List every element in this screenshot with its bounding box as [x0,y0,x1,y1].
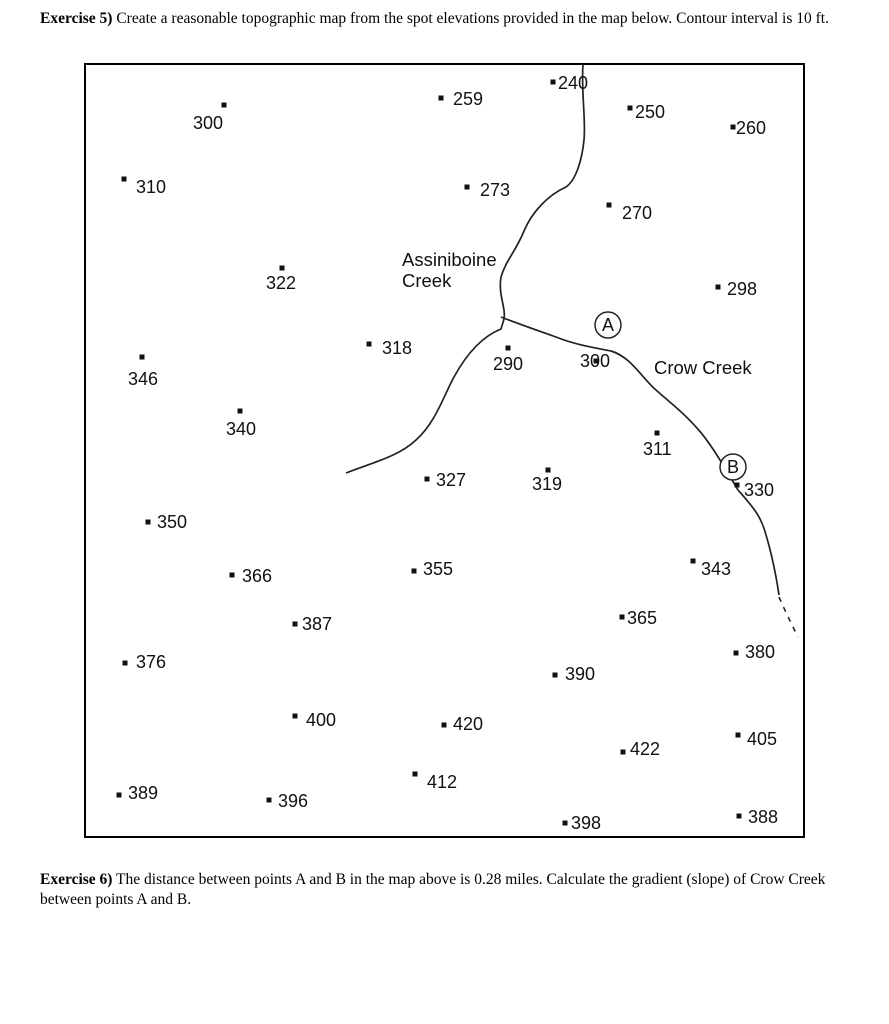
spot-elevation-label: 365 [627,608,658,628]
exercise-5-body: Create a reasonable topographic map from the spot elevations provided in the map below. Contour interval is 10 ft. [112,10,829,27]
spot-elevation-marker [620,615,625,620]
spot-elevation-label: 273 [480,180,511,200]
spot-elevation-label: 327 [436,470,467,490]
exercise-5-label: Exercise 5) [40,10,113,27]
spot-elevation-marker [563,821,568,826]
spot-elevation-label: 389 [128,783,159,803]
spot-elevation-label: 319 [532,474,563,494]
exercise-6-body: The distance between points A and B in the map above is 0.28 miles. Calculate the gradient (slope) of Crow Creek between points A and B. [40,871,826,908]
spot-elevation-label: 350 [157,512,188,532]
spot-elevation-label: 270 [622,203,653,223]
spot-elevation-marker [655,431,660,436]
spot-elevation-marker [628,106,633,111]
exercise-6-label: Exercise 6) [40,871,113,888]
spot-elevation-marker [621,750,626,755]
exercise-5-text [40,9,855,29]
spot-elevation-label: 420 [453,714,484,734]
spot-elevation-label: 387 [302,614,333,634]
spot-elevation-marker [553,673,558,678]
topographic-map [84,63,805,838]
spot-elevation-marker [117,793,122,798]
spot-elevation-marker [465,185,470,190]
spot-elevation-label: 398 [571,813,602,833]
spot-elevation-label: 250 [635,102,666,122]
spot-elevation-marker [425,477,430,482]
spot-elevation-marker [413,772,418,777]
spot-elevation-label: 298 [727,279,758,299]
spot-elevation-marker [267,798,272,803]
spot-elevation-marker [367,342,372,347]
spot-elevation-label: 412 [427,772,458,792]
spot-elevation-marker [146,520,151,525]
spot-elevation-label: 311 [643,439,672,459]
spot-elevation-marker [293,622,298,627]
spot-elevation-marker [123,661,128,666]
spot-elevation-label: 422 [630,739,661,759]
spot-elevation-marker [412,569,417,574]
spot-elevation-label: 405 [747,729,778,749]
spot-elevation-marker [230,573,235,578]
spot-elevation-label: 300 [580,351,611,371]
point-a-label: A [601,315,615,335]
spot-elevation-label: 322 [266,273,297,293]
spot-elevation-marker [439,96,444,101]
spot-elevation-marker [280,266,285,271]
map-canvas [86,65,805,838]
crow-creek-dashed [779,597,798,637]
spot-elevation-marker [546,468,551,473]
spot-elevation-label: 366 [242,566,273,586]
spot-elevation-marker [122,177,127,182]
spot-elevation-label: 396 [278,791,309,811]
creek-label: Creek [402,270,452,291]
crow-creek-label: Crow Creek [654,357,752,378]
spot-elevation-label: 400 [306,710,337,730]
spot-elevation-layer [117,73,779,833]
spot-elevation-label: 380 [745,642,776,662]
spot-elevation-label: 290 [493,354,524,374]
spot-elevation-marker [293,714,298,719]
spot-elevation-marker [734,651,739,656]
spot-elevation-label: 330 [744,480,775,500]
spot-elevation-label: 310 [136,177,167,197]
spot-elevation-label: 260 [736,118,767,138]
spot-elevation-marker [607,203,612,208]
spot-elevation-label: 346 [128,369,159,389]
spot-elevation-label: 355 [423,559,454,579]
spot-elevation-marker [551,80,556,85]
spot-elevation-label: 340 [226,419,257,439]
spot-elevation-marker [691,559,696,564]
spot-elevation-marker [506,346,511,351]
assiniboine-label: Assiniboine [402,249,497,270]
spot-elevation-marker [736,733,741,738]
spot-elevation-label: 390 [565,664,596,684]
spot-elevation-marker [735,483,740,488]
spot-elevation-marker [238,409,243,414]
spot-elevation-marker [140,355,145,360]
spot-elevation-label: 240 [558,73,589,93]
spot-elevation-label: 259 [453,89,484,109]
spot-elevation-label: 343 [701,559,732,579]
spot-elevation-label: 376 [136,652,167,672]
spot-elevation-marker [222,103,227,108]
spot-elevation-marker [442,723,447,728]
exercise-6-text [40,870,855,910]
spot-elevation-label: 318 [382,338,413,358]
spot-elevation-marker [731,125,736,130]
spot-elevation-marker [737,814,742,819]
spot-elevation-label: 300 [193,113,224,133]
spot-elevation-label: 388 [748,807,779,827]
point-b-label: B [726,457,740,477]
spot-elevation-marker [716,285,721,290]
